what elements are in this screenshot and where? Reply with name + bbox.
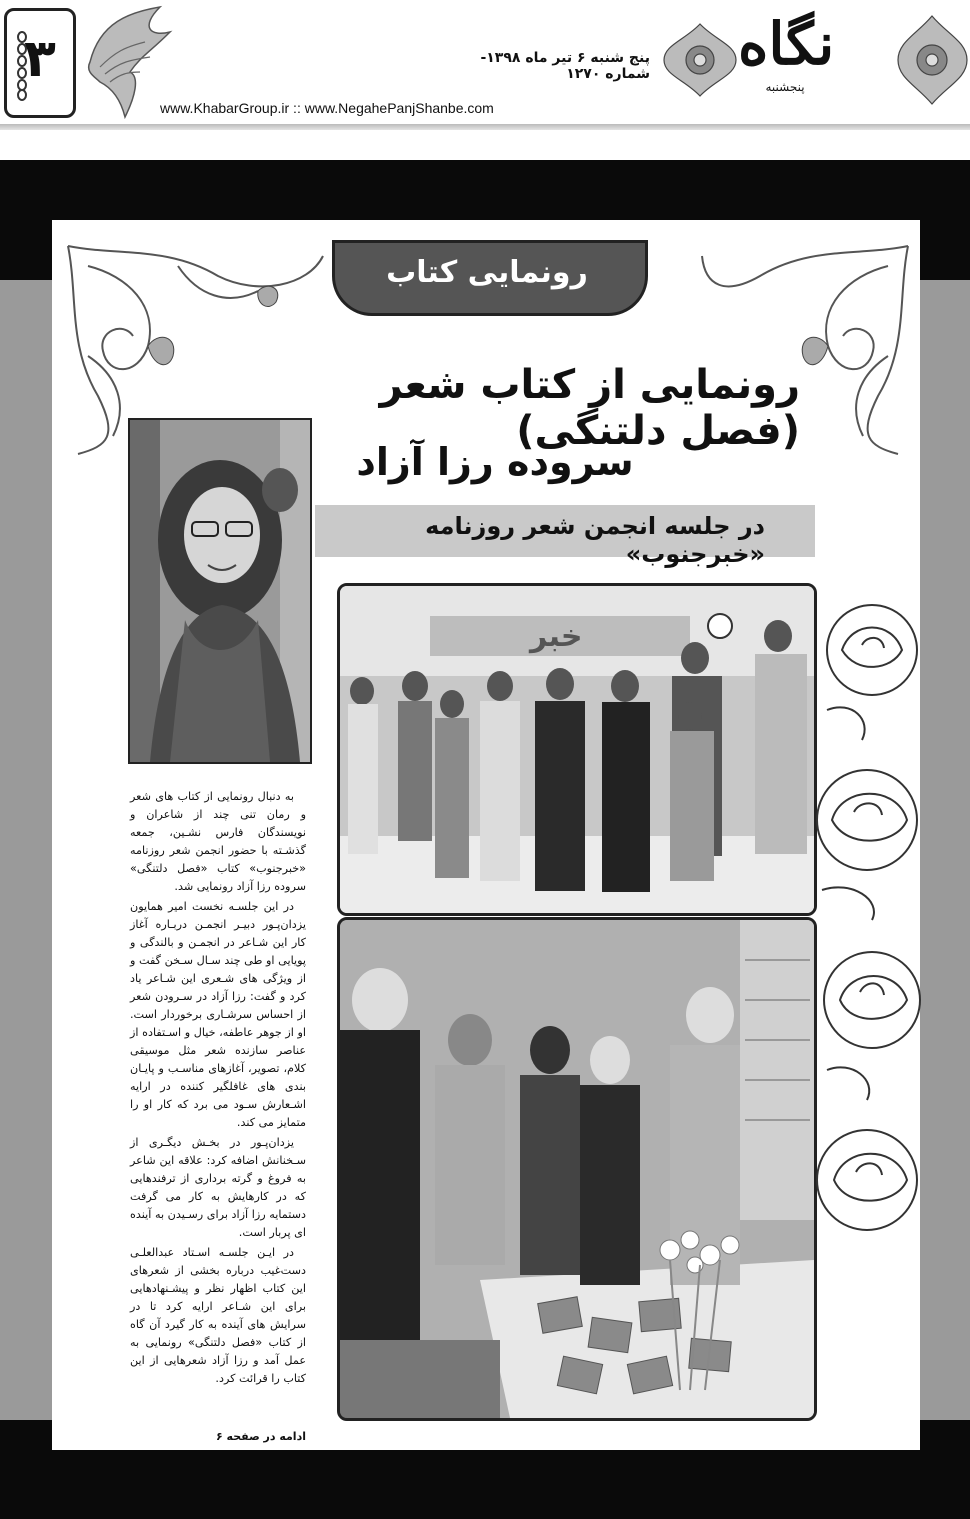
event-photo-illustration	[340, 920, 814, 1418]
article-headline: رونمایی از کتاب شعر (فصل دلتنگی)	[379, 362, 800, 454]
website-links[interactable]: www.KhabarGroup.ir :: www.NegahePanjShanbe.com	[160, 100, 494, 116]
section-label: رونمایی کتاب	[386, 255, 588, 290]
logo-text: نگاه	[738, 10, 835, 78]
newspaper-logo	[738, 10, 834, 78]
group-photo-illustration	[340, 586, 814, 913]
logo-subtext: پنجشنبه	[765, 80, 805, 94]
article-body	[130, 788, 306, 1390]
portrait-photo	[128, 418, 312, 764]
page-number: ۳	[24, 29, 56, 89]
banner-text: خبر	[530, 619, 583, 654]
article-paragraph: یزدان‌پـور در بخـش دیگـری از سـخنانش اضافه کرد: علاقه این شاعر به فروغ و گرته برداری از ترفندهایی که در کارهایش به کار می گرفت دستمایه رزا آزاد برای رسـیدن به آینده ای پربار است.	[130, 1136, 306, 1239]
group-photo	[337, 583, 817, 916]
article-subhead: در جلسه انجمن شعر روزنامه «خبرجنوب»	[425, 512, 765, 568]
page-number-box	[4, 8, 76, 118]
article-paragraph: در این جلسـه نخست امیر همایون یزدان‌پـور دبیـر انجمـن دربـاره آغاز کار این شـاعر در انجمـن و بالندگی و پویایی او طی چند سـال سـخن گفت و از ویژگی های شـعری این شـاعر یاد کرد و گفت: رزا آزاد در سـرودن شعر از احساس سرشـاری برخوردار است. او از جوهر عاطفه، خیال و اسـتفاده از عناصر سازنده شعر مثل موسیقی کلام، تصویر، آغازهای مناسـب و پایـان بندی های غافلگیر کننده در ارایه اشـعارش سـود می برد که کار او را متمایز می کند.	[130, 900, 306, 1129]
left-grey-strip	[0, 280, 52, 1420]
rose-drawing-icon	[812, 590, 922, 1290]
article-paragraph: در ایـن جلسـه اسـتاد عبدالعلـی دست‌غیب درباره بخشی از شعرهای این کتاب اظهار نظر و پیشـنهادهایی برای این شـاعر ارایه کرد تا در سرایش های آینده به کار گیرد آن گاه از کتاب «فصل دلتنگی» رونمایی به عمل آمد و رزا آزاد شعرهایی از این کتاب را قرائت کرد.	[130, 1246, 306, 1385]
continued-on-page: ادامه در صفحه ۶	[216, 1430, 306, 1443]
header-rule	[0, 124, 970, 130]
right-grey-strip	[920, 280, 970, 1420]
top-black-band	[0, 160, 970, 220]
portrait-illustration	[130, 420, 310, 762]
article-paragraph: به دنبال رونمایی از کتاب های شعر و رمان تنی چند از شاعران و نویسندگان فارس نشـین، جمعه گذشـته با حضور انجمن شعر روزنامه «خبرجنوب» کتاب «فصل دلتنگی» سروده رزا آزاد رونمایی شد.	[130, 790, 306, 893]
event-photo	[337, 917, 817, 1421]
article-headline-line-2: سروده رزا آزاد	[356, 440, 634, 484]
header-ornament-icon	[660, 20, 740, 100]
issue-date-line: پنج شنبه ۶ تیر ماه ۱۳۹۸- شماره ۱۲۷۰	[480, 50, 650, 82]
header-ornament-icon	[895, 12, 970, 107]
